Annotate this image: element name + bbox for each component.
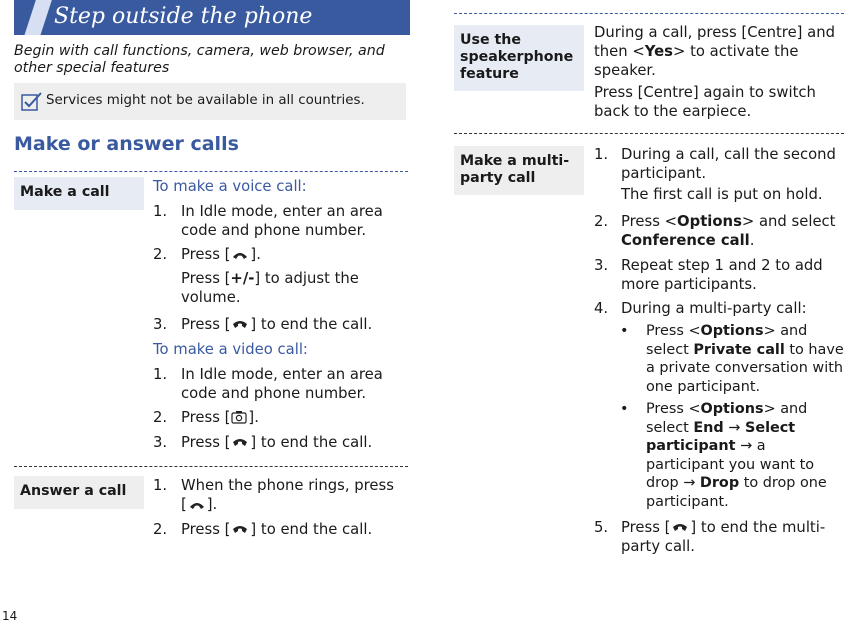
list-item: 5. Press [ ] to end the multi-party call. [594,519,826,555]
page-number: 14 [2,609,18,623]
call-send-icon [231,249,249,261]
section-title: Make or answer calls [14,133,239,155]
list-item: 4. During a multi-party call: [594,300,807,317]
chapter-subtitle: Begin with call functions, camera, web browser, and other special features [14,43,385,76]
list-item: 1. When the phone rings, press [ ]. [153,477,394,513]
divider [454,13,844,14]
chapter-title-bar [14,0,410,35]
note-box [14,83,406,120]
speakerphone-text: During a call, press [Centre] and then <Yes> to activate the speaker. [594,24,835,79]
call-end-icon [231,524,249,536]
list-item: 1. In Idle mode, enter an area code and phone number. [153,366,383,402]
call-end-icon [231,319,249,331]
call-send-icon [188,499,206,511]
speakerphone-text-2: Press [Centre] again to switch back to the earpiece. [594,84,816,120]
list-item-sub: The first call is put on hold. [621,186,823,203]
multiparty-label: Make a multi-party call [454,146,584,195]
list-item: 2. Press [ ] to end the call. [153,521,373,538]
bullet-item: • Press <Options> and select End → Select participant → a participant you want to drop → Drop to drop one participant. [620,401,827,510]
list-item: 2. Press [ ]. [153,246,261,263]
list-item: 3. Press [ ] to end the call. [153,316,373,333]
list-item: 1. In Idle mode, enter an area code and phone number. [153,203,383,239]
call-end-icon [231,437,249,449]
video-call-caption: To make a video call: [153,341,308,358]
voice-call-caption: To make a voice call: [153,178,307,195]
divider [14,466,408,467]
make-call-label: Make a call [14,177,144,210]
list-item-sub: Press [+/-] to adjust the volume. [181,270,359,306]
chapter-title: Step outside the phone [54,4,313,29]
speakerphone-label: Use the speakerphone feature [454,25,584,91]
bullet-item: • Press <Options> and select Private call to have a private conversation with one participant. [620,323,844,395]
check-icon [21,91,43,111]
note-text: Services might not be available in all countries. [46,93,365,108]
list-item: 1. During a call, call the second participant. [594,146,836,182]
list-item: 2. Press <Options> and select Conference call. [594,213,836,249]
video-call-icon [231,410,247,424]
divider [454,133,844,134]
list-item: 3. Repeat step 1 and 2 to add more participants. [594,257,823,293]
call-end-icon [671,522,689,534]
list-item: 2. Press [ ]. [153,409,259,426]
divider [14,171,408,172]
list-item: 3. Press [ ] to end the call. [153,434,373,451]
title-decoration [23,0,53,35]
answer-call-label: Answer a call [14,476,144,509]
